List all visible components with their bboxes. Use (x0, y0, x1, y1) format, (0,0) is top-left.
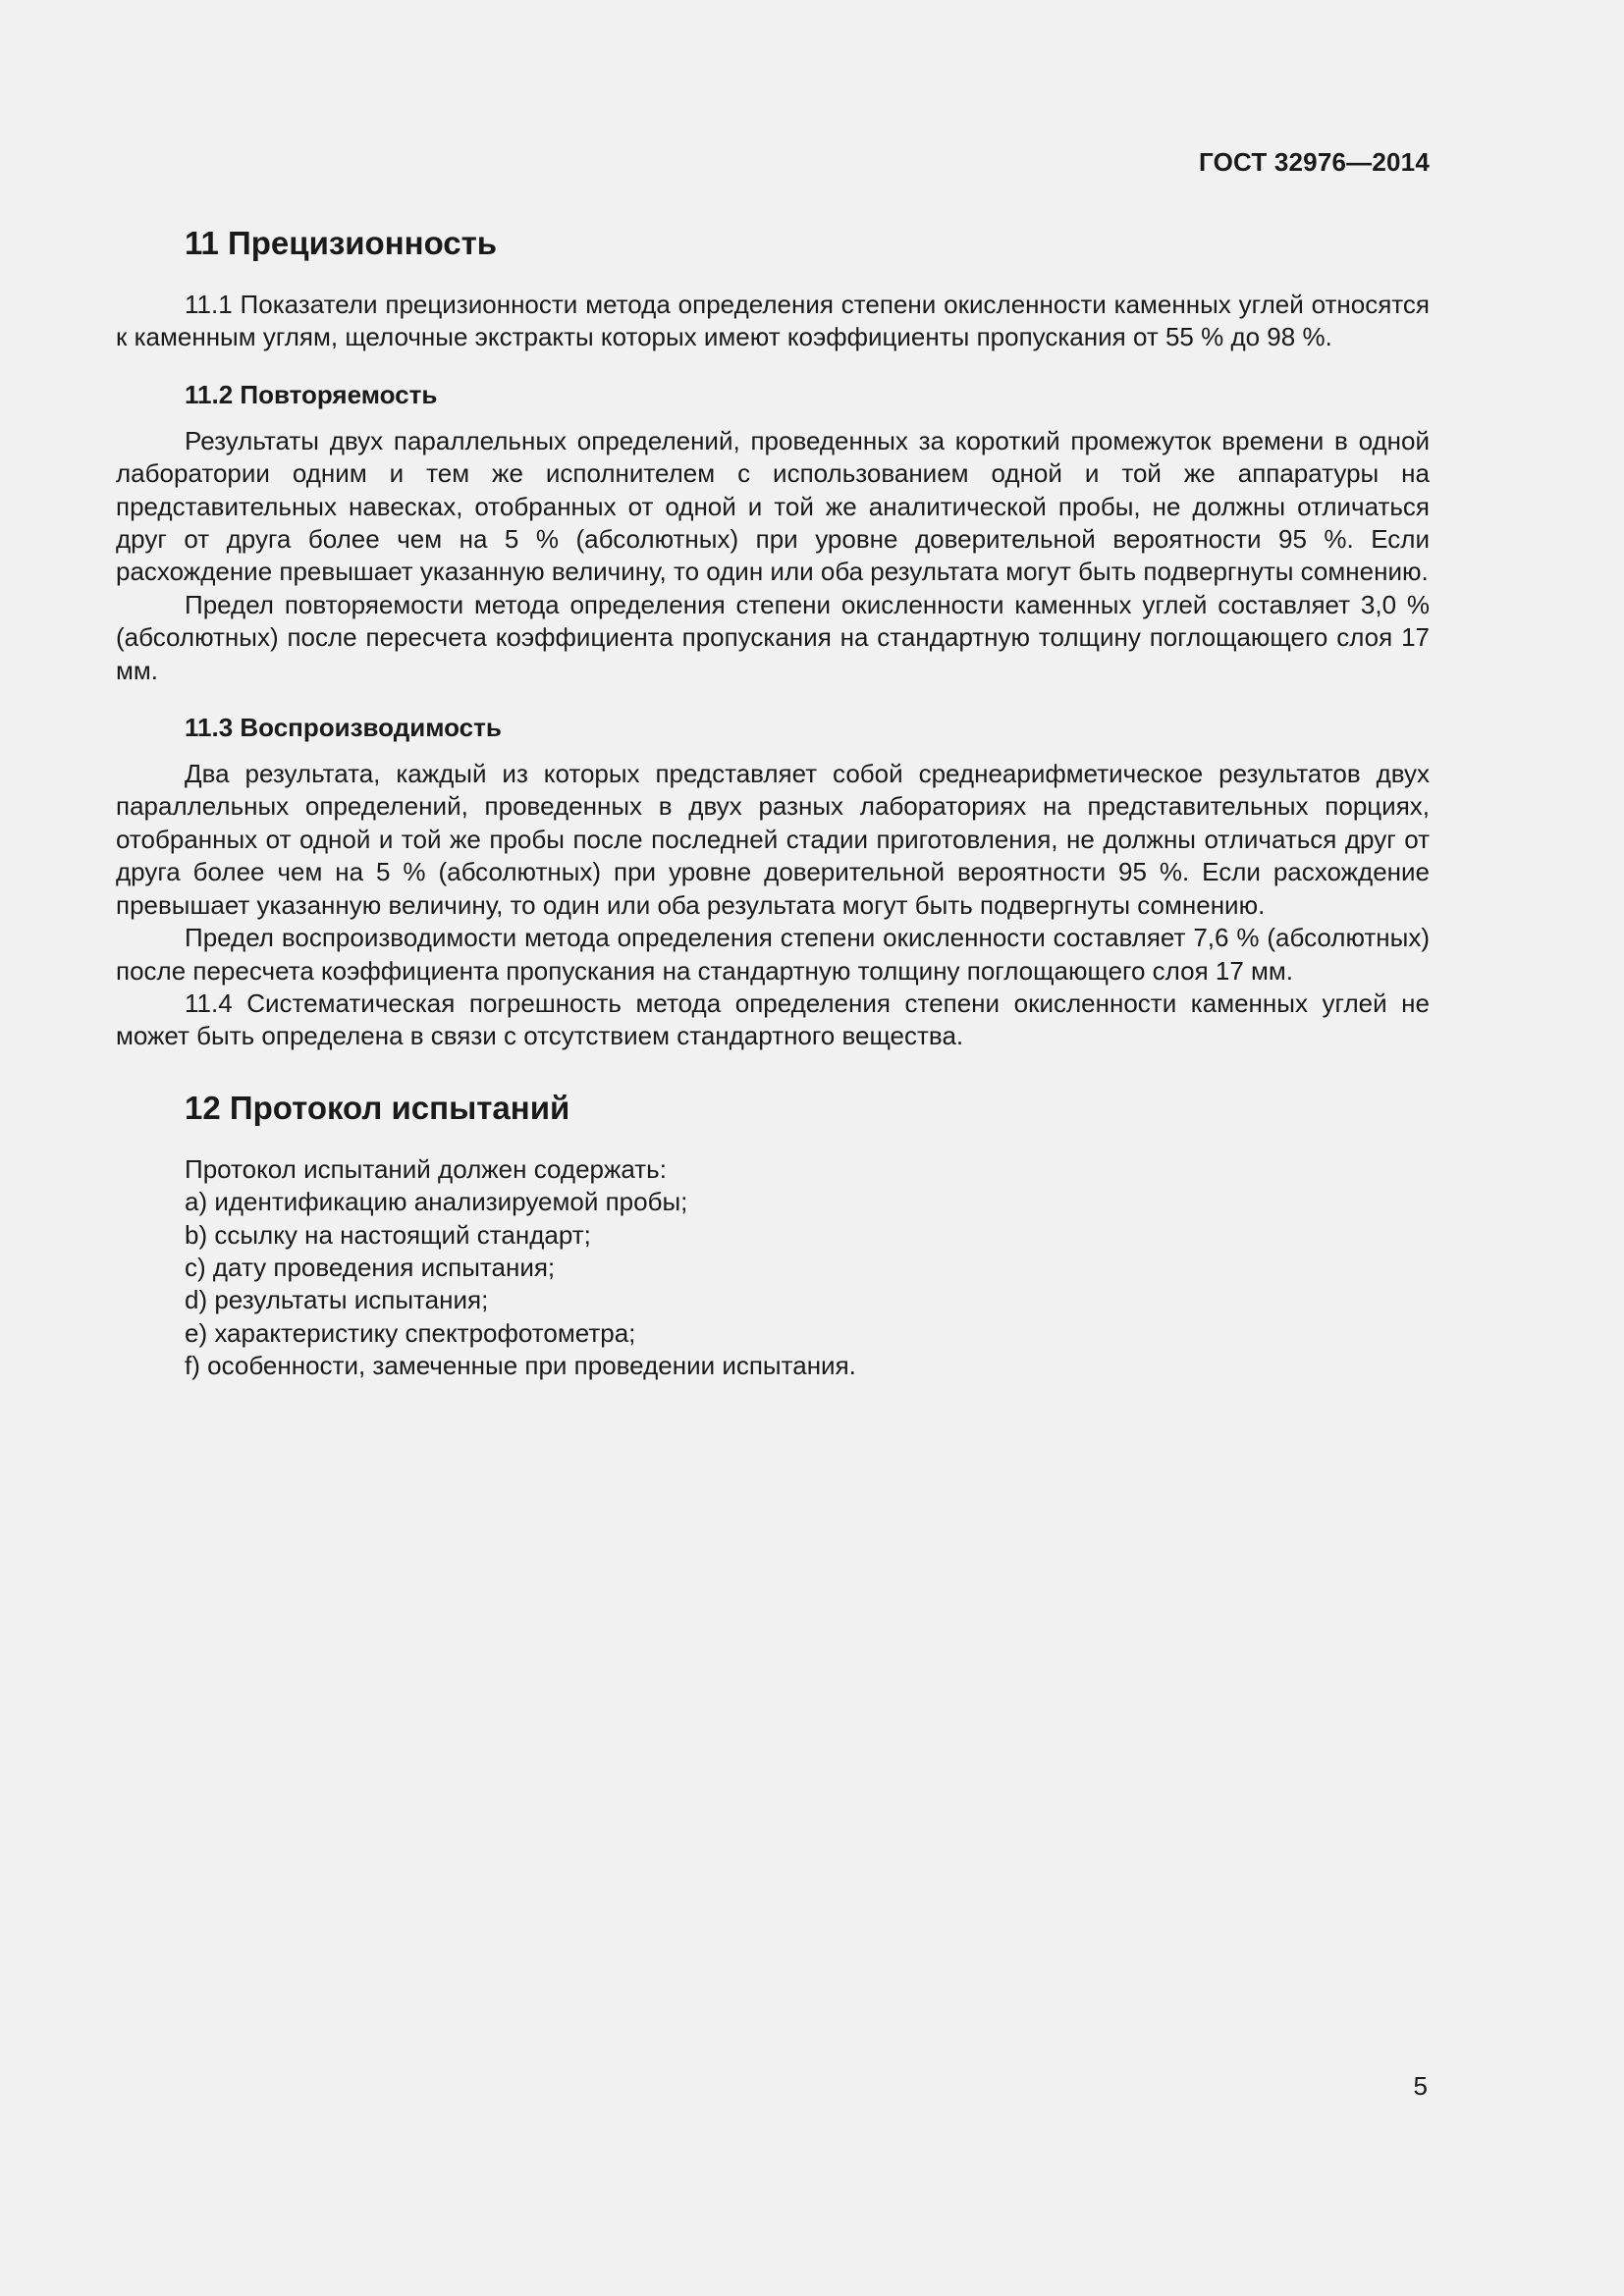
section-12-title: 12 Протокол испытаний (185, 1089, 570, 1126)
list-item: f) особенности, замеченные при проведении испытания. (185, 1351, 856, 1381)
paragraph-11-4: 11.4 Систематическая погрешность метода определения степени окисленности каменных углей не может быть определена в связи с отсутствием стандартного вещества. (116, 988, 1430, 1051)
page-body (116, 224, 1430, 1383)
paragraph-11-1-block (116, 289, 1430, 354)
list-item: a) идентификацию анализируемой пробы; (185, 1187, 688, 1217)
protocol-list (185, 1153, 1430, 1383)
paragraph-11-2-1: Результаты двух параллельных определений, проведенных за короткий промежуток времени в одной лаборатории одним и тем же исполнителем с использованием одной и той же аппаратуры на представительных навесках, отобранных от одной и той же аналитической пробы, не должны отличаться друг от друга более чем на 5 % (абсолютных) при уровне доверительной вероятности 95 %. Если расхождение превышает указанную величину, то один или оба результата могут быть подвергнуты сомнению. (116, 425, 1430, 587)
list-item: b) ссылку на настоящий стандарт; (185, 1219, 591, 1250)
document-id: ГОСТ 32976—2014 (1199, 147, 1430, 177)
page-number: 5 (1413, 2071, 1428, 2101)
paragraph-11-2-2: Предел повторяемости метода определения степени окисленности каменных углей составляет 3,0 % (абсолютных) после пересчета коэффициента пропускания на стандартную толщину поглощающего слоя 17 мм. (116, 589, 1430, 685)
subsection-11-3-title: 11.3 Воспроизводимость (185, 713, 502, 743)
paragraph-11-1: 11.1 Показатели прецизионности метода определения степени окисленности каменных углей относятся к каменным углям, щелочные экстракты которых имеют коэффициенты пропускания от 55 % до 98 %. (116, 290, 1430, 352)
protocol-intro: Протокол испытаний должен содержать: (185, 1153, 667, 1184)
subsection-11-2-title: 11.2 Повторяемость (185, 379, 438, 409)
section-11-title: 11 Прецизионность (185, 225, 498, 261)
list-item: c) дату проведения испытания; (185, 1252, 556, 1282)
list-item: e) характеристику спектрофотометра; (185, 1317, 636, 1348)
list-item: d) результаты испытания; (185, 1285, 489, 1315)
paragraph-11-3-2: Предел воспроизводимости метода определения степени окисленности составляет 7,6 % (абсолютных) после пересчета коэффициента пропускания на стандартную толщину поглощающего слоя 17 мм. (116, 923, 1430, 986)
paragraph-11-3-1: Два результата, каждый из которых представляет собой среднеарифметическое результатов двух параллельных определений, проведенных в двух разных лабораториях на представительных порциях, отобранных от одной и той же пробы после последней стадии приготовления, не должны отличаться друг от друга более чем на 5 % (абсолютных) при уровне доверительной вероятности 95 %. Если расхождение превышает указанную величину, то один или оба результата могут быть подвергнуты сомнению. (116, 759, 1430, 920)
